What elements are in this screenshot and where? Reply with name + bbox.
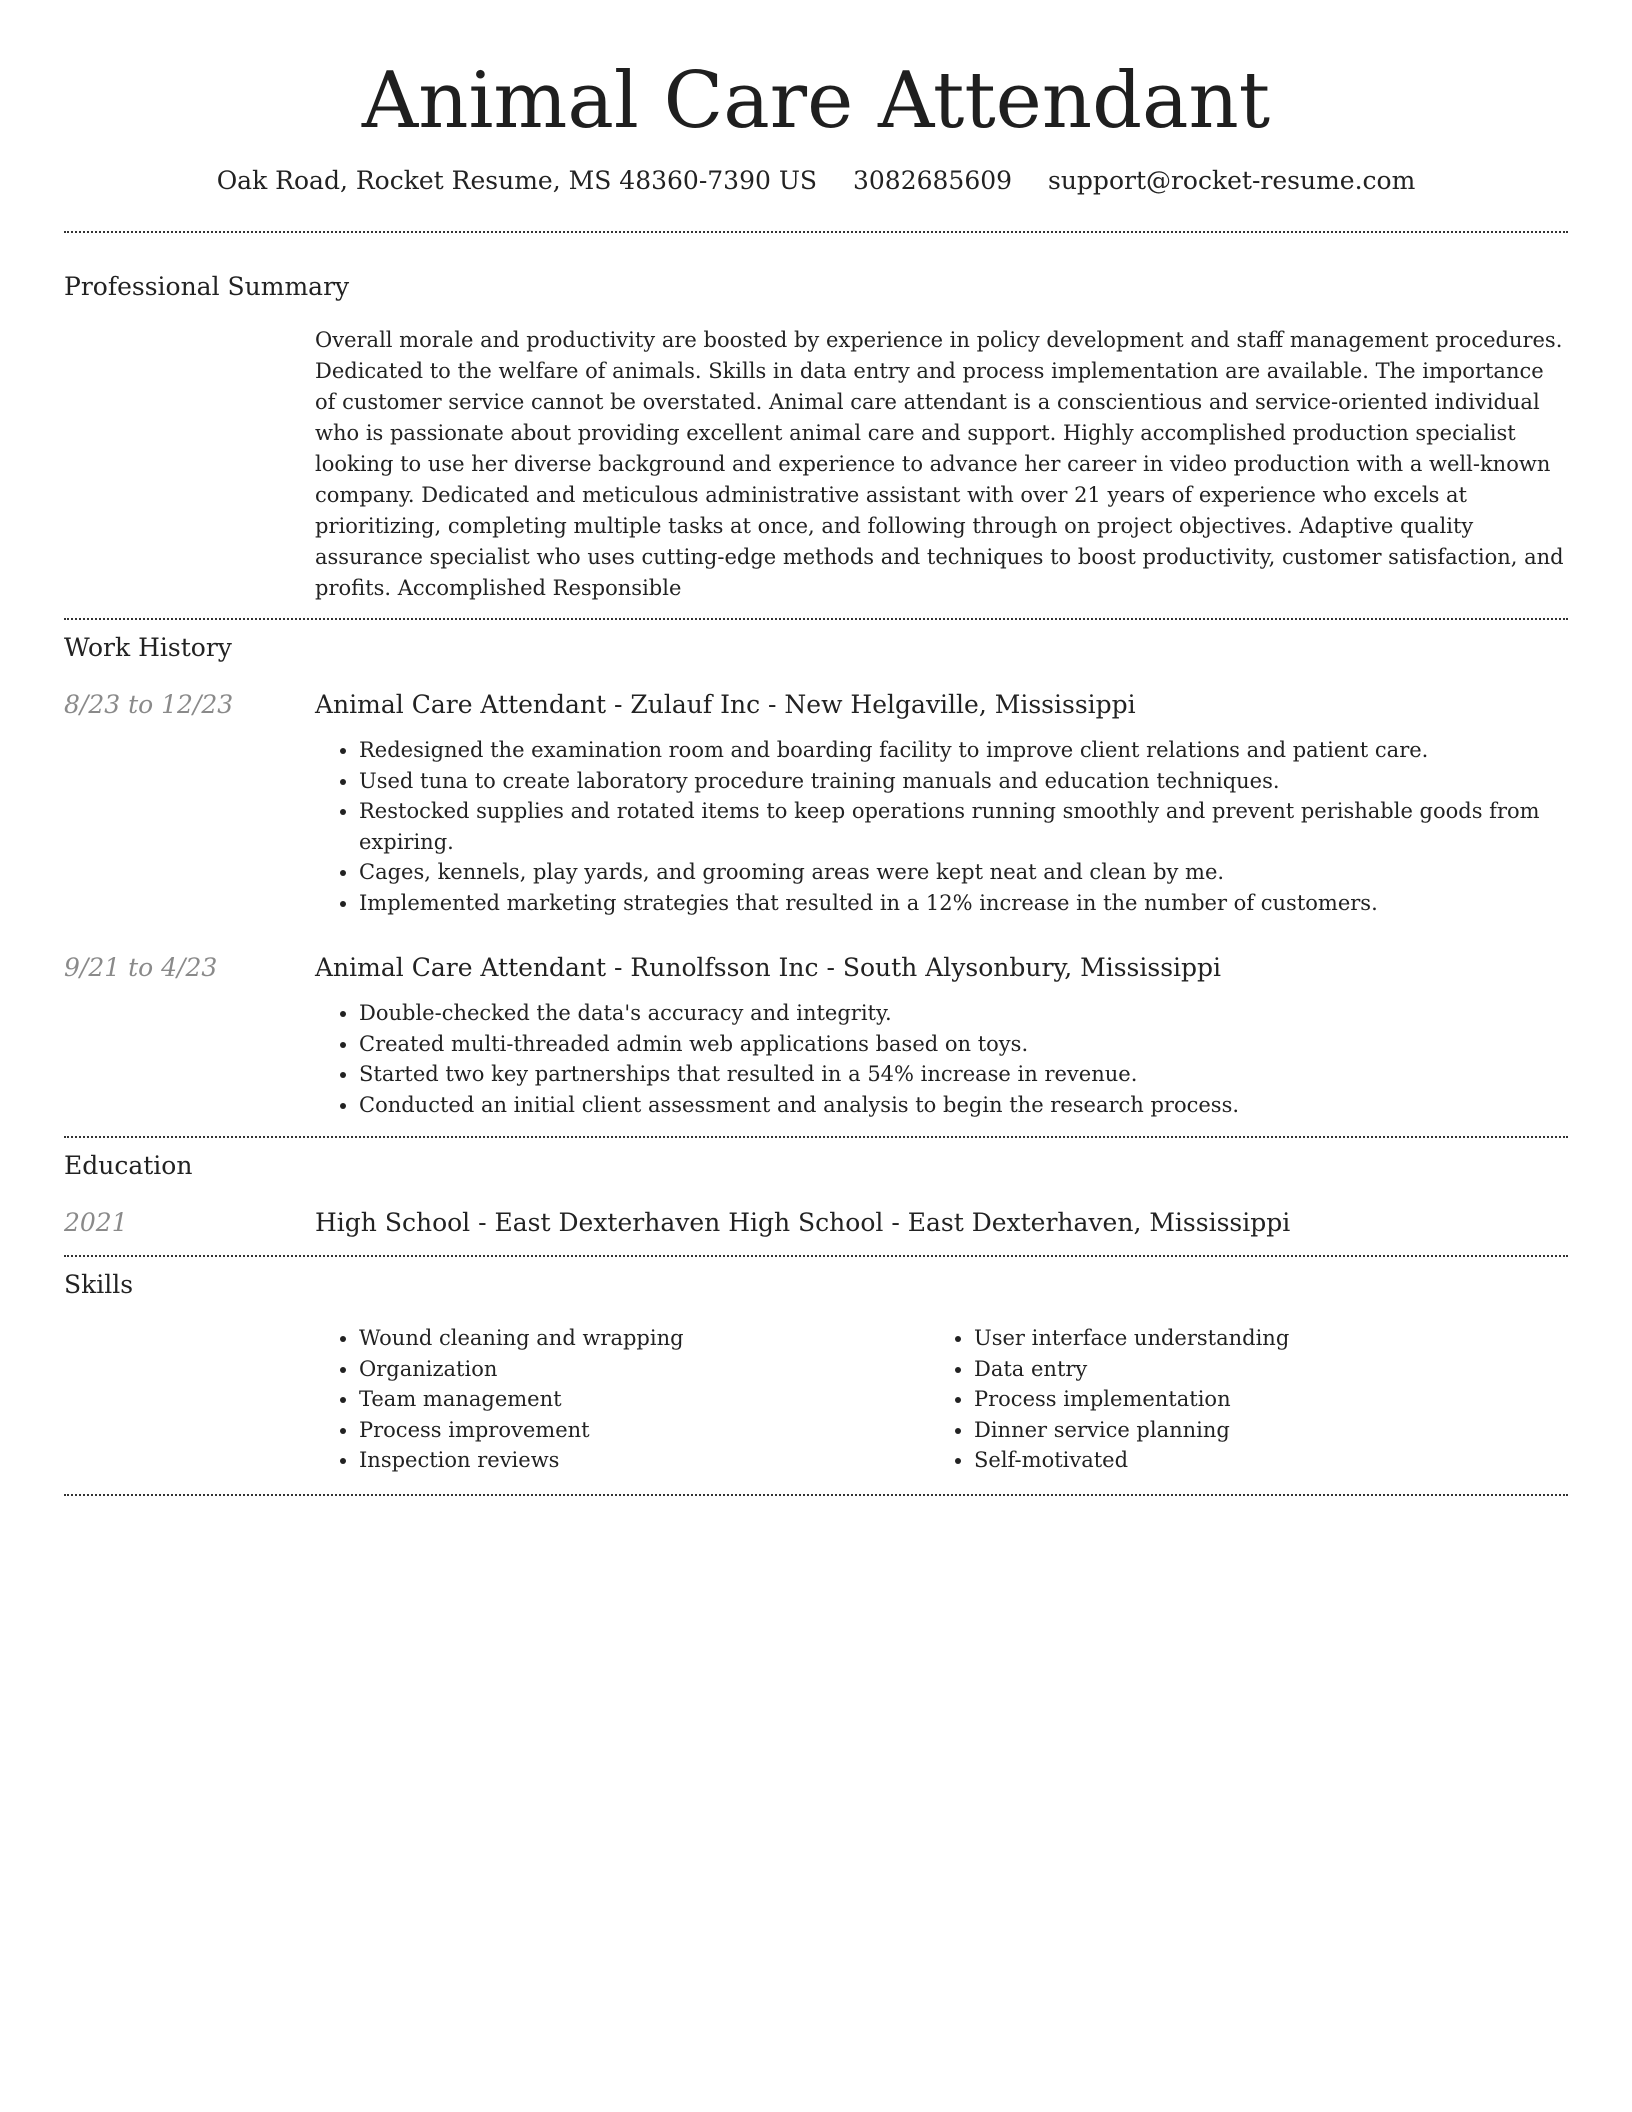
job-header [64, 952, 1568, 984]
resume-page [64, 0, 1568, 1496]
list-item: • Created multi-threaded admin web applications based on toys. [359, 1029, 1568, 1060]
list-item: • Restocked supplies and rotated items to keep operations running smoothly and prevent perishable goods from expiring. [359, 796, 1568, 857]
divider [64, 1255, 1568, 1257]
section-title-work: Work History [64, 633, 232, 662]
job-bullets-wrap [315, 735, 1568, 918]
list-item: • Team management [359, 1384, 930, 1415]
list-item: • Organization [359, 1354, 930, 1385]
summary-section [64, 271, 1568, 618]
list-item: • Wound cleaning and wrapping [359, 1323, 930, 1354]
list-item: • Conducted an initial client assessment and analysis to begin the research process. [359, 1090, 1568, 1121]
divider [64, 618, 1568, 620]
contact-address: Oak Road, Rocket Resume, MS 48360-7390 US [216, 166, 818, 195]
job-heading: Animal Care Attendant - Runolfsson Inc - South Alysonbury, Mississippi [315, 953, 1222, 982]
list-item: • Inspection reviews [359, 1445, 930, 1476]
list-item: • Data entry [974, 1354, 1545, 1385]
section-title-skills: Skills [64, 1270, 134, 1299]
job-heading: Animal Care Attendant - Zulauf Inc - New Helgaville, Mississippi [315, 690, 1136, 719]
education-section [64, 1150, 1568, 1239]
skills-list-right [930, 1323, 1545, 1476]
skills-list-left [315, 1323, 930, 1476]
contact-email: support@rocket-resume.com [1048, 166, 1416, 195]
job-dates: 9/21 to 4/23 [64, 953, 218, 982]
education-heading: High School - East Dexterhaven High School - East Dexterhaven, Mississippi [315, 1208, 1291, 1237]
contact-phone: 3082685609 [852, 166, 1013, 195]
job-bullets [315, 998, 1568, 1120]
list-item: • Redesigned the examination room and boarding facility to improve client relations and patient care. [359, 735, 1568, 766]
resume-name: Animal Care Attendant [361, 56, 1271, 146]
list-item: • User interface understanding [974, 1323, 1545, 1354]
list-item: • Double-checked the data's accuracy and integrity. [359, 998, 1568, 1029]
work-section [64, 632, 1568, 1120]
job-bullets [315, 735, 1568, 918]
divider [64, 231, 1568, 233]
list-item: • Used tuna to create laboratory procedure training manuals and education techniques. [359, 766, 1568, 797]
job-bullets-wrap [315, 998, 1568, 1120]
education-year: 2021 [64, 1208, 128, 1237]
divider [64, 1494, 1568, 1496]
education-entry [64, 1207, 1568, 1239]
section-title-summary: Professional Summary [64, 272, 350, 301]
skills-columns [315, 1323, 1568, 1476]
job-header [64, 689, 1568, 721]
job-entry [64, 952, 1568, 1120]
divider [64, 1136, 1568, 1138]
list-item: • Cages, kennels, play yards, and grooming areas were kept neat and clean by me. [359, 857, 1568, 888]
section-title-education: Education [64, 1151, 193, 1180]
skills-section [64, 1269, 1568, 1476]
list-item: • Process improvement [359, 1415, 930, 1446]
job-dates: 8/23 to 12/23 [64, 690, 234, 719]
contact-line [64, 165, 1568, 197]
list-item: • Self-motivated [974, 1445, 1545, 1476]
list-item: • Started two key partnerships that resulted in a 54% increase in revenue. [359, 1059, 1568, 1090]
job-entry [64, 689, 1568, 918]
list-item: • Dinner service planning [974, 1415, 1545, 1446]
list-item: • Process implementation [974, 1384, 1545, 1415]
list-item: • Implemented marketing strategies that resulted in a 12% increase in the number of customers. [359, 888, 1568, 919]
summary-text: Overall morale and productivity are boosted by experience in policy development and staff management procedures. Dedicated to the welfare of animals. Skills in data entry and process implementation are available. The importance of customer service cannot be overstated. Animal care attendant is a conscientious and service-oriented individual who is passionate about providing excellent animal care and support. Highly accomplished production specialist looking to use her diverse background and experience to advance her career in video production with a well-known company. Dedicated and meticulous administrative assistant with over 21 years of experience who excels at prioritizing, completing multiple tasks at once, and following through on project objectives. Adaptive quality assurance specialist who uses cutting-edge methods and techniques to boost productivity, customer satisfaction, and profits. Accomplished Responsible [315, 328, 1564, 600]
